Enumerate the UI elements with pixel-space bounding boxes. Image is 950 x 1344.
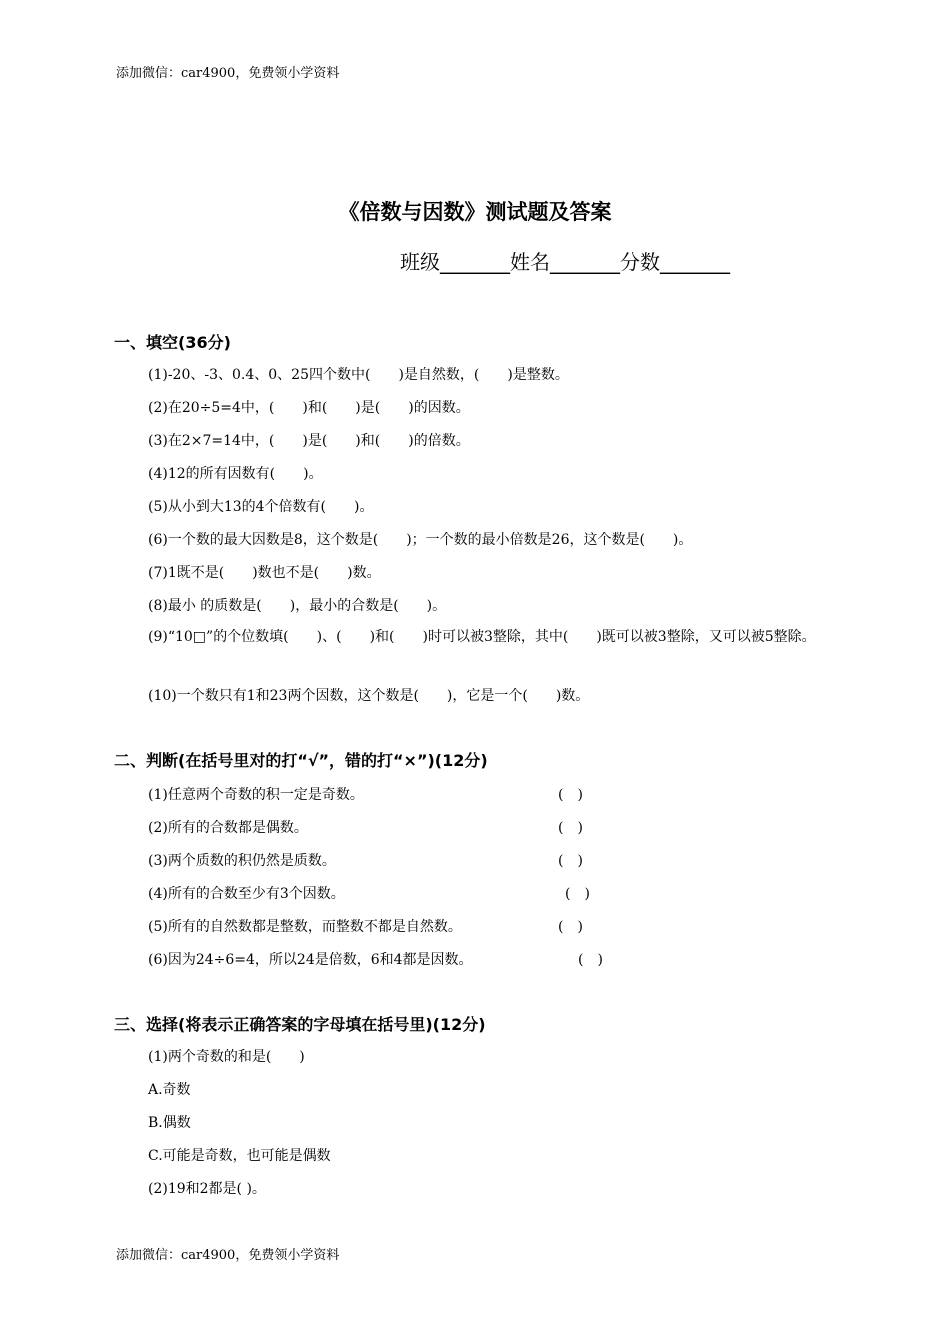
choice-question-2: (2)19和2都是( )。 bbox=[148, 1181, 266, 1197]
judge-question-6: (6)因为24÷6=4，所以24是倍数，6和4都是因数。 bbox=[148, 952, 473, 968]
fill-question-3: (3)在2×7=14中，( )是( )和( )的倍数。 bbox=[148, 433, 470, 449]
judge-answer-box-5: ( ) bbox=[558, 919, 583, 935]
fill-question-2: (2)在20÷5=4中，( )和( )是( )的因数。 bbox=[148, 400, 470, 416]
section3-title: 三、选择(将表示正确答案的字母填在括号里)(12分) bbox=[114, 1015, 486, 1034]
judge-answer-box-2: ( ) bbox=[558, 820, 583, 836]
choice-option-c: C.可能是奇数，也可能是偶数 bbox=[148, 1148, 331, 1164]
student-info-line: 班级_______姓名_______分数_______ bbox=[400, 250, 730, 274]
watermark-bottom: 添加微信：car4900，免费领小学资料 bbox=[116, 1248, 340, 1263]
watermark-top: 添加微信：car4900，免费领小学资料 bbox=[116, 66, 340, 81]
judge-answer-box-4: ( ) bbox=[565, 886, 590, 902]
fill-question-7: (7)1既不是( )数也不是( )数。 bbox=[148, 565, 381, 581]
judge-answer-box-1: ( ) bbox=[558, 787, 583, 803]
fill-question-10: (10)一个数只有1和23两个因数，这个数是( )，它是一个( )数。 bbox=[148, 688, 590, 704]
judge-question-4: (4)所有的合数至少有3个因数。 bbox=[148, 886, 345, 902]
choice-question-1: (1)两个奇数的和是( ) bbox=[148, 1049, 305, 1065]
judge-question-5: (5)所有的自然数都是整数，而整数不都是自然数。 bbox=[148, 919, 462, 935]
fill-question-5: (5)从小到大13的4个倍数有( )。 bbox=[148, 499, 374, 515]
page-title: 《倍数与因数》测试题及答案 bbox=[338, 200, 612, 224]
choice-option-b: B.偶数 bbox=[148, 1115, 191, 1131]
judge-answer-box-3: ( ) bbox=[558, 853, 583, 869]
choice-option-a: A.奇数 bbox=[148, 1082, 191, 1098]
fill-question-6: (6)一个数的最大因数是8，这个数是( )；一个数的最小倍数是26，这个数是( )。 bbox=[148, 532, 693, 548]
judge-answer-box-6: ( ) bbox=[578, 952, 603, 968]
fill-question-1: (1)-20、-3、0.4、0、25四个数中( )是自然数，( )是整数。 bbox=[148, 367, 569, 383]
fill-question-9: (9)“10□”的个位数填( )、( )和( )时可以被3整除，其中( )既可以被3整除，又可以被5整除。 bbox=[148, 629, 816, 645]
fill-question-8: (8)最小 的质数是( )，最小的合数是( )。 bbox=[148, 598, 447, 614]
fill-question-4: (4)12的所有因数有( )。 bbox=[148, 466, 323, 482]
section2-title: 二、判断(在括号里对的打“√”，错的打“×”)(12分) bbox=[114, 751, 488, 770]
judge-question-3: (3)两个质数的积仍然是质数。 bbox=[148, 853, 336, 869]
judge-question-2: (2)所有的合数都是偶数。 bbox=[148, 820, 308, 836]
section1-title: 一、填空(36分) bbox=[114, 333, 231, 352]
judge-question-1: (1)任意两个奇数的积一定是奇数。 bbox=[148, 787, 364, 803]
